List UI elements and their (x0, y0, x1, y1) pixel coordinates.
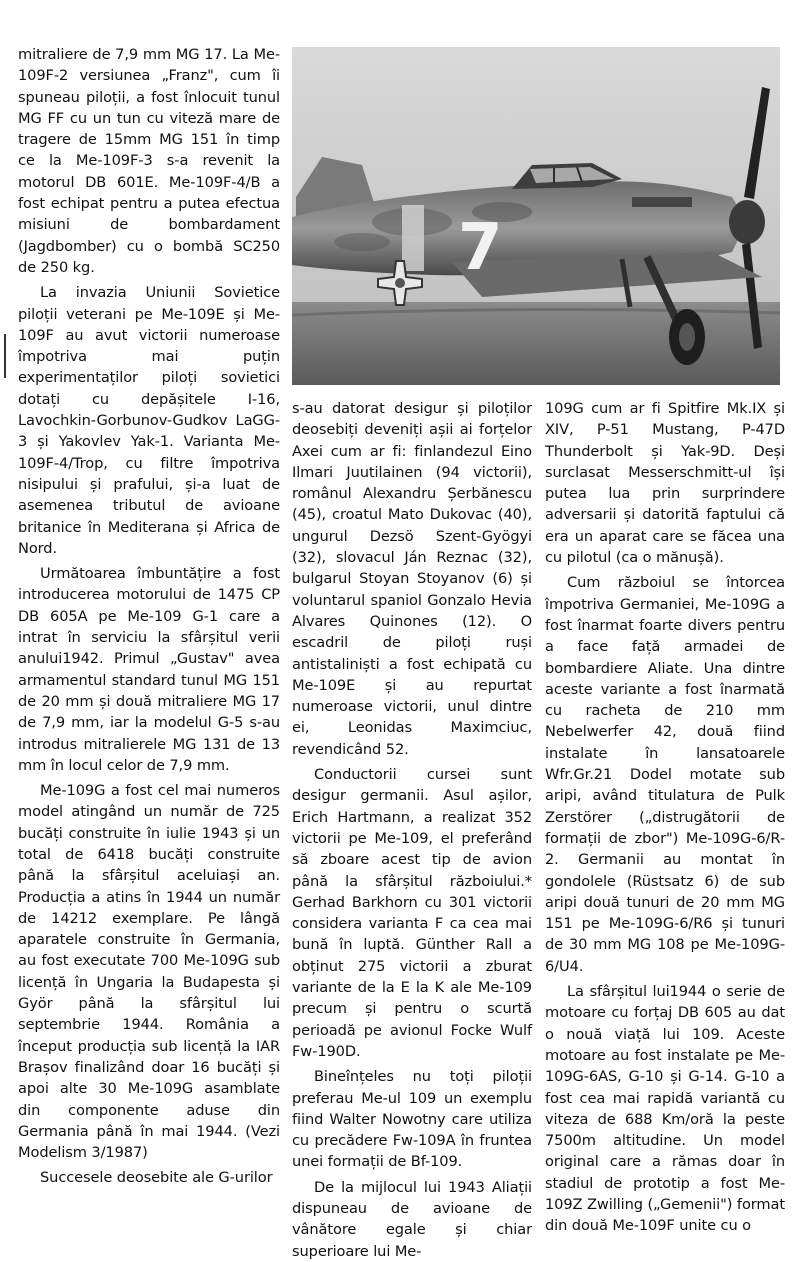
paragraph: Me-109G a fost cel mai numeros model atingând un număr de 725 bucăți construite în iulie 1943 și un total de 6418 bucăți construite până la sfârșitul aceluiași an. Producția a atins în 1944 un număr de 14212 exemplare. Pe lângă aparatele construite în Germania, au fost executate 700 Me-109G sub licență în Ungaria la Budapesta și Györ până la sfârșitul lui septembrie 1944. România a început producția sub licență la IAR Brașov finalizând doar 16 bucăți și apoi alte 30 Me-109G asamblate din componente aduse din Germania până în mai 1944. (Vezi Modelism 3/1987) (18, 782, 280, 1162)
paragraph: Bineînțeles nu toți piloții preferau Me-ul 109 un exemplu fiind Walter Nowotny care utiliza cu precădere Fw-109A în fruntea unei formații de Bf-109. (292, 1068, 532, 1171)
margin-mark (4, 334, 6, 378)
paragraph: Următoarea îmbuntățire a fost introducerea motorului de 1475 CP DB 605A pe Me-109 G-1 care a intrat în serviciu la sfârșitul verii anului1942. Primul „Gustav" avea armamentul standard tunul MG 151 de 20 mm și două mitraliere MG 17 de 7,9 mm, iar la modelul G-5 s-au introdus mitralierele MG 131 de 13 mm în locul celor de 7,9 mm. (18, 565, 280, 774)
paragraph: s-au datorat desigur și piloților deosebiți deveniți așii ai forțelor Axei cum ar fi: finlandezul Eino Ilmari Juutilainen (94 victorii), românul Alexandru Șerbănescu (45), croatul Mato Dukovac (40), ungurul Dezsö Szent-Gyögyi (32), slovacul Ján Reznac (32), bulgarul Stoyan Stoyanov (6) și voluntarul spaniol Gonzalo Hevia Alvares Quinones (12). O escadril de piloți ruși antistaliniști a fost echipată cu Me-109E și au repurtat numeroase victorii, unul dintre ei, Leonidas Maximciuc, revendicând 52. (292, 400, 532, 758)
paragraph: La invazia Uniunii Sovietice piloții veterani pe Me-109E și Me-109F au avut victorii numeroase împotriva mai puțin experimentaților piloți sovietici dotați cu depășitele I-16, Lavochkin-Gorbunov-Gudkov LaGG-3 și Yakovlev Yak-1. Varianta Me-109F-4/Trop, cu filtre împotriva nisipului și prafului, și-a luat de asemenea tributul de avioane britanice în Mediterana și Africa de Nord. (18, 284, 280, 557)
paragraph: La sfârșitul lui1944 o serie de motoare cu forțaj DB 605 au dat o nouă viață lui 109. Aceste motoare au fost instalate pe Me-109G-6AS, G-10 și G-14. G-10 a fost cea mai rapidă variantă cu viteza de 688 Km/oră la peste 7500m altitudine. Un model original care a rămas doar în stadiul de prototip a fost Me-109Z Zwilling („Gemenii") format din două Me-109F unite cu o (545, 983, 785, 1235)
paragraph: Succesele deosebite ale G-urilor (40, 1169, 273, 1187)
paragraph: De la mijlocul lui 1943 Aliații dispuneau de avioane de vânătore egale și chiar superioare lui Me- (292, 1178, 532, 1260)
text-column-1 (18, 44, 280, 1189)
paragraph: Cum războiul se întorcea împotriva Germaniei, Me-109G a fost înarmat foarte divers pentru a face față armadei de bombardiere Aliate. Una dintre aceste variante a fost înarmată cu racheta de 210 mm Nebelwerfer 42, două fiind instalate în lansatoarele Wfr.Gr.21 Dodel motate sub aripi, având titulatura de Pulk Zerstörer („distrugătorii de formații de zbor") Me-109G-6/R-2. Germanii au montat în gondolele (Rüstsatz 6) de sub aripi două tunuri de 20 mm MG 151 pe Me-109G-6/R6 și tunuri de 30 mm MG 108 pe Me-109G-6/U4. (545, 574, 785, 975)
messerschmitt-photo-illustration (292, 47, 780, 385)
paragraph: Conductorii cursei sunt desigur germanii. Asul așilor, Erich Hartmann, a realizat 352 victorii pe Me-109, el preferând să zboare acest tip de avion până la sfârșitul războiului.* Gerhad Barkhorn cu 301 victorii considera varianta F ca cea mai bună în luptă. Günther Rall a obținut 275 victorii a zburat variante de la E la K ale Me-109 precum și pentru o scurtă perioadă pe avionul Focke Wulf Fw-190D. (292, 766, 532, 1060)
tail-number: 7 (458, 211, 503, 285)
paragraph: 109G cum ar fi Spitfire Mk.IX și XIV, P-51 Mustang, P-47D Thunderbolt și Yak-9D. Deși surclasat Messerschmitt-ul își putea lua prin surprindere adversarii și datorită faptului că era un aparat care se făcea una cu pilotul (ca o mănușă). (545, 400, 785, 567)
text-column-2 (292, 398, 532, 1262)
paragraph: mitraliere de 7,9 mm MG 17. La Me-109F-2 versiunea „Franz", cum îi spuneau piloții, a fost înlocuit tunul MG FF cu un tun cu viteză mare de tragere de 15mm MG 151 în timp ce la Me-109F-3 s-a revenit la motorul DB 601E. Me-109F-4/B a fost echipat pentru a putea efectua misiuni de bombardament (Jagdbomber) cu o bombă SC250 de 250 kg. (18, 46, 280, 276)
text-column-3 (545, 398, 785, 1237)
aircraft-photo (292, 47, 780, 385)
